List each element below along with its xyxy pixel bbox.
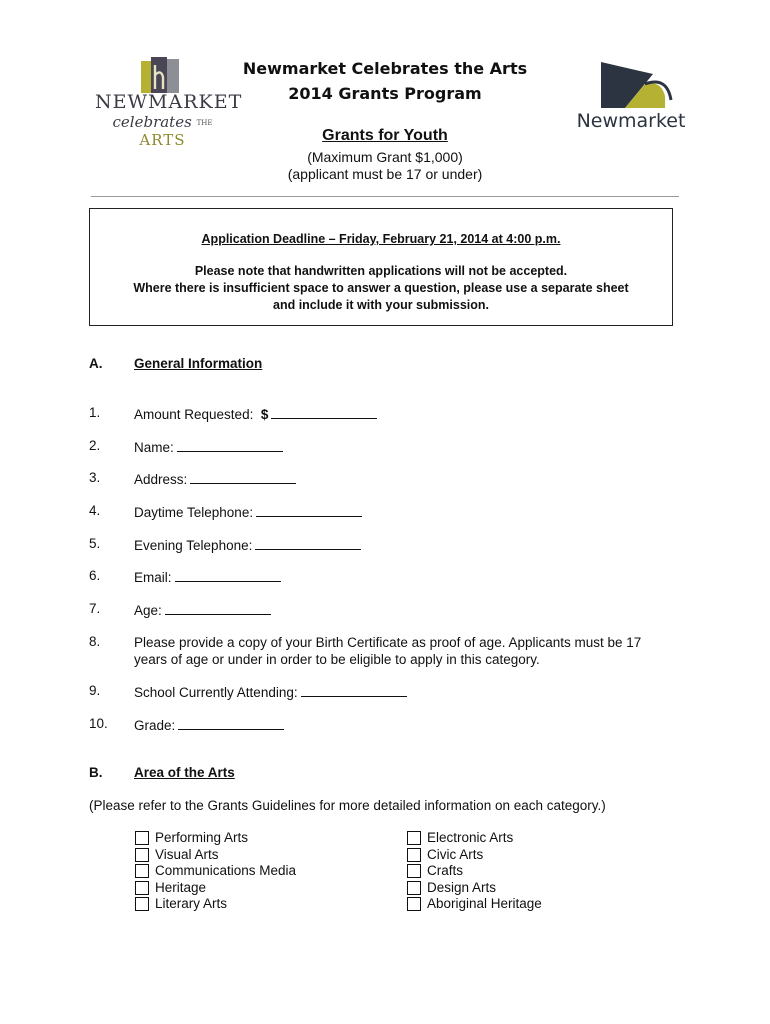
section-b-title: Area of the Arts — [134, 765, 235, 780]
age-field[interactable] — [165, 601, 271, 615]
checkbox[interactable] — [407, 897, 421, 911]
address-field[interactable] — [190, 470, 296, 484]
logo-arts-text: ARTS — [139, 131, 186, 149]
arts-logo-mark-icon — [137, 55, 183, 95]
item-number: 8. — [89, 634, 101, 649]
option-label: Design Arts — [427, 879, 497, 895]
application-deadline: Application Deadline – Friday, February 21, 2014 at 4:00 p.m. — [201, 232, 561, 246]
option-label: Literary Arts — [155, 896, 228, 911]
checkbox[interactable] — [407, 881, 421, 895]
age-requirement-note: (applicant must be 17 or under) — [287, 166, 483, 182]
logo-word-newmarket: NEWMARKET — [95, 91, 243, 113]
logo-word-newmarket-right: Newmarket — [576, 110, 686, 132]
checkbox[interactable] — [407, 864, 421, 878]
checkbox[interactable] — [407, 848, 421, 862]
item-label: Name: — [134, 440, 174, 455]
item-number: 10. — [89, 716, 108, 731]
daytime-telephone-field[interactable] — [256, 503, 362, 517]
max-grant-note: (Maximum Grant $1,000) — [307, 149, 463, 165]
program-year-title: 2014 Grants Program — [288, 84, 482, 103]
logo-word-celebrates — [95, 113, 230, 149]
item-label: Evening Telephone: — [134, 538, 253, 553]
section-a-letter: A. — [89, 356, 103, 371]
section-b-letter: B. — [89, 765, 103, 780]
option-label: Communications Media — [155, 863, 297, 878]
program-title: Newmarket Celebrates the Arts — [242, 59, 528, 78]
section-b-note: (Please refer to the Grants Guidelines for more detailed information on each category.) — [89, 798, 606, 813]
option-label: Civic Arts — [427, 846, 484, 862]
item-label: School Currently Attending: — [134, 685, 298, 700]
logo-the-text: THE — [196, 119, 213, 127]
newmarket-celebrates-arts-logo — [95, 55, 243, 149]
notice-line-1: Please note that handwritten applications will not be accepted. — [194, 264, 568, 278]
header-divider — [91, 196, 679, 197]
item-label: Grade: — [134, 718, 176, 733]
notice-line-3: and include it with your submission. — [273, 298, 489, 312]
checkbox[interactable] — [407, 831, 421, 845]
checkbox[interactable] — [135, 897, 149, 911]
item-label: Age: — [134, 603, 162, 618]
item-number: 3. — [89, 470, 101, 485]
email-field[interactable] — [175, 568, 281, 582]
option-label: Heritage — [155, 879, 207, 895]
newmarket-town-logo — [575, 58, 687, 138]
item-label: Address: — [134, 472, 188, 487]
option-label: Crafts — [427, 863, 464, 878]
evening-telephone-field[interactable] — [255, 536, 361, 550]
logo-celebrates-text: celebrates — [112, 113, 192, 131]
item-label: Amount Requested: — [134, 407, 254, 422]
checkbox[interactable] — [135, 848, 149, 862]
deadline-notice-box — [89, 208, 673, 326]
name-field[interactable] — [177, 438, 283, 452]
item-label: Daytime Telephone: — [134, 505, 254, 520]
item-number: 6. — [89, 568, 101, 583]
checkbox[interactable] — [135, 881, 149, 895]
item-label: Email: — [134, 570, 172, 585]
item-number: 5. — [89, 536, 101, 551]
grade-field[interactable] — [178, 716, 284, 730]
newmarket-swoosh-icon — [595, 58, 675, 112]
notice-line-2: Where there is insufficient space to answer a question, please use a separate sheet — [133, 281, 629, 295]
school-field[interactable] — [301, 683, 407, 697]
grant-category-title: Grants for Youth — [322, 127, 448, 144]
section-a-title: General Information — [134, 356, 263, 371]
item-number: 7. — [89, 601, 101, 616]
option-label: Aboriginal Heritage — [427, 896, 542, 911]
item-number: 1. — [89, 405, 101, 420]
option-label: Performing Arts — [155, 830, 249, 845]
option-label: Electronic Arts — [427, 830, 514, 845]
birth-certificate-instruction: Please provide a copy of your Birth Certificate as proof of age. Applicants must be 17 years of age or under in order to be eligible to apply in this category. — [134, 635, 642, 667]
item-number: 9. — [89, 683, 101, 698]
amount-requested-field[interactable] — [271, 405, 377, 419]
option-label: Visual Arts — [155, 846, 219, 862]
currency-symbol: $ — [260, 407, 269, 422]
item-number: 4. — [89, 503, 101, 518]
checkbox[interactable] — [135, 864, 149, 878]
checkbox[interactable] — [135, 831, 149, 845]
item-number: 2. — [89, 438, 101, 453]
